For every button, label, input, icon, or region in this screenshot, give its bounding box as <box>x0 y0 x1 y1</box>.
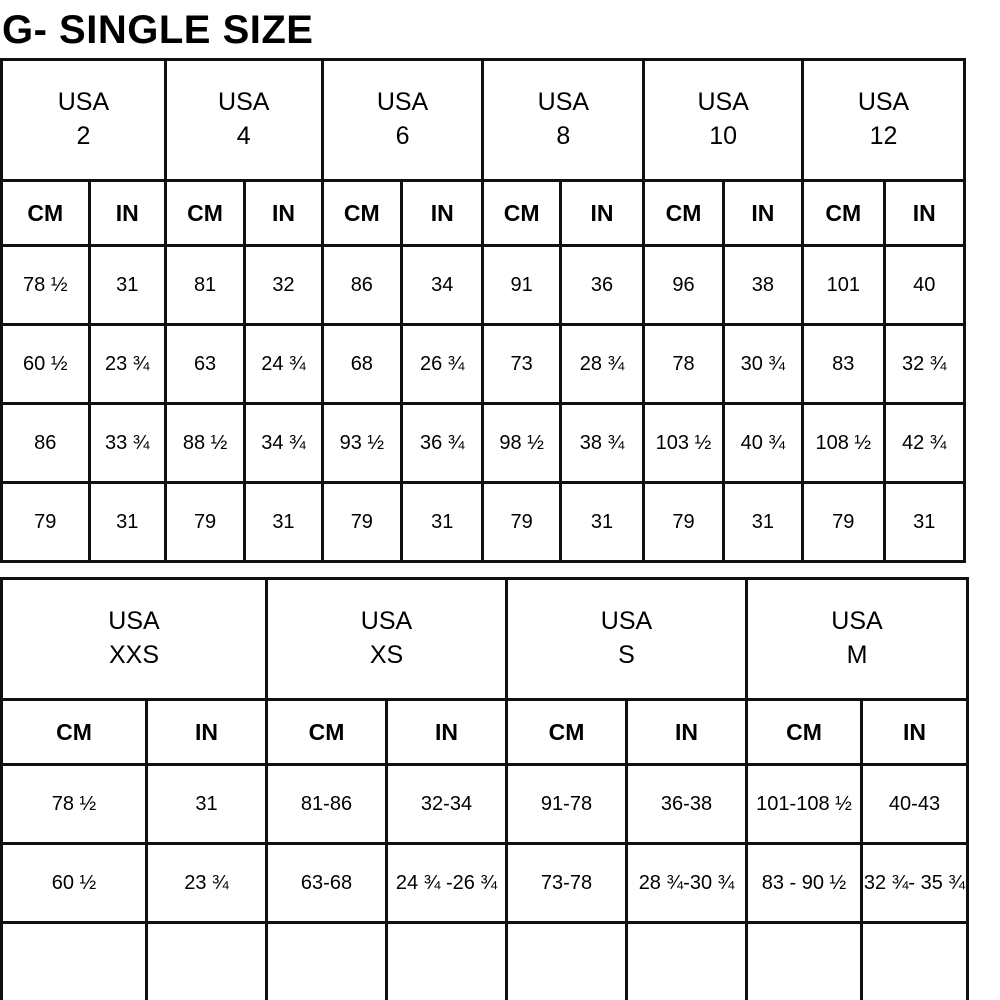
measure-cell: 28 ¾-30 ¾ <box>627 844 747 923</box>
measure-cell: 40 ¾ <box>723 404 802 483</box>
measure-cell: 93 ½ <box>322 404 401 483</box>
measure-cell: 60 ½ <box>2 325 90 404</box>
unit-header-cell: IN <box>245 181 322 246</box>
unit-header-cell: CM <box>507 700 627 765</box>
unit-header-cell: IN <box>402 181 483 246</box>
size-header-cell: USA 10 <box>644 60 803 181</box>
measure-cell: 91 <box>483 246 560 325</box>
measure-cell: 31 <box>402 483 483 562</box>
page-title: G- SINGLE SIZE <box>2 8 314 52</box>
measure-cell: 79 <box>483 483 560 562</box>
measure-cell: 78 ½ <box>2 765 147 844</box>
measure-cell: 81 <box>165 246 244 325</box>
unit-header-cell: CM <box>267 700 387 765</box>
measure-cell: 24 ¾ -26 ¾ <box>387 844 507 923</box>
measure-cell: 38 ¾ <box>560 404 643 483</box>
measure-cell <box>147 923 267 1000</box>
measure-cell <box>507 923 627 1000</box>
measure-cell: 42 ¾ <box>884 404 965 483</box>
size-header-cell: USA M <box>747 579 968 700</box>
measure-cell: 83 <box>803 325 884 404</box>
table-row-unit-headers <box>2 181 965 246</box>
measure-cell: 79 <box>803 483 884 562</box>
unit-header-cell: IN <box>884 181 965 246</box>
table-row <box>2 483 965 562</box>
measure-cell: 23 ¾ <box>89 325 165 404</box>
measure-cell: 32 ¾ <box>884 325 965 404</box>
measure-cell <box>387 923 507 1000</box>
size-header-cell: USA XS <box>267 579 507 700</box>
size-header-cell: USA 6 <box>322 60 483 181</box>
measure-cell: 31 <box>89 483 165 562</box>
measure-cell: 79 <box>2 483 90 562</box>
unit-header-cell: CM <box>165 181 244 246</box>
unit-header-cell: CM <box>483 181 560 246</box>
measure-cell: 40-43 <box>862 765 968 844</box>
table-row <box>2 325 965 404</box>
measure-cell: 98 ½ <box>483 404 560 483</box>
measure-cell <box>2 923 147 1000</box>
measure-cell: 36 <box>560 246 643 325</box>
measure-cell: 33 ¾ <box>89 404 165 483</box>
measure-cell: 31 <box>560 483 643 562</box>
measure-cell: 28 ¾ <box>560 325 643 404</box>
table-row <box>2 246 965 325</box>
unit-header-cell: IN <box>147 700 267 765</box>
size-header-cell: USA 12 <box>803 60 965 181</box>
measure-cell: 68 <box>322 325 401 404</box>
measure-cell: 86 <box>322 246 401 325</box>
unit-header-cell: IN <box>89 181 165 246</box>
measure-cell: 32 <box>245 246 322 325</box>
measure-cell: 101 <box>803 246 884 325</box>
measure-cell: 24 ¾ <box>245 325 322 404</box>
measure-cell: 31 <box>884 483 965 562</box>
size-header-cell: USA 8 <box>483 60 644 181</box>
measure-cell: 108 ½ <box>803 404 884 483</box>
measure-cell: 91-78 <box>507 765 627 844</box>
unit-header-cell: CM <box>747 700 862 765</box>
measure-cell: 31 <box>245 483 322 562</box>
unit-header-cell: CM <box>2 181 90 246</box>
measure-cell: 31 <box>723 483 802 562</box>
unit-header-cell: IN <box>387 700 507 765</box>
unit-header-cell: CM <box>644 181 723 246</box>
table-row-unit-headers <box>2 700 968 765</box>
measure-cell: 81-86 <box>267 765 387 844</box>
measure-cell: 60 ½ <box>2 844 147 923</box>
measure-cell: 31 <box>147 765 267 844</box>
measure-cell <box>627 923 747 1000</box>
size-header-cell: USA XXS <box>2 579 267 700</box>
measure-cell: 96 <box>644 246 723 325</box>
measure-cell: 78 <box>644 325 723 404</box>
table-row <box>2 765 968 844</box>
unit-header-cell: IN <box>560 181 643 246</box>
size-table-letter <box>0 577 969 1000</box>
measure-cell <box>267 923 387 1000</box>
measure-cell: 32-34 <box>387 765 507 844</box>
measure-cell: 38 <box>723 246 802 325</box>
measure-cell: 40 <box>884 246 965 325</box>
measure-cell: 31 <box>89 246 165 325</box>
size-header-cell: USA 4 <box>165 60 322 181</box>
measure-cell: 73 <box>483 325 560 404</box>
measure-cell: 63 <box>165 325 244 404</box>
measure-cell: 36-38 <box>627 765 747 844</box>
measure-cell: 23 ¾ <box>147 844 267 923</box>
measure-cell: 79 <box>644 483 723 562</box>
measure-cell: 83 - 90 ½ <box>747 844 862 923</box>
measure-cell: 63-68 <box>267 844 387 923</box>
measure-cell: 30 ¾ <box>723 325 802 404</box>
measure-cell <box>862 923 968 1000</box>
measure-cell: 86 <box>2 404 90 483</box>
table-row-partial <box>2 923 968 1000</box>
table-row-size-headers <box>2 60 965 181</box>
measure-cell: 34 <box>402 246 483 325</box>
measure-cell: 103 ½ <box>644 404 723 483</box>
measure-cell: 79 <box>322 483 401 562</box>
table-row <box>2 404 965 483</box>
unit-header-cell: IN <box>723 181 802 246</box>
measure-cell: 36 ¾ <box>402 404 483 483</box>
size-header-cell: USA S <box>507 579 747 700</box>
unit-header-cell: IN <box>862 700 968 765</box>
measure-cell: 73-78 <box>507 844 627 923</box>
table-row-size-headers <box>2 579 968 700</box>
measure-cell: 32 ¾- 35 ¾ <box>862 844 968 923</box>
measure-cell <box>747 923 862 1000</box>
unit-header-cell: CM <box>2 700 147 765</box>
size-header-cell: USA 2 <box>2 60 166 181</box>
measure-cell: 34 ¾ <box>245 404 322 483</box>
measure-cell: 101-108 ½ <box>747 765 862 844</box>
unit-header-cell: IN <box>627 700 747 765</box>
table-row <box>2 844 968 923</box>
measure-cell: 78 ½ <box>2 246 90 325</box>
size-table-numeric <box>0 58 966 563</box>
unit-header-cell: CM <box>322 181 401 246</box>
measure-cell: 26 ¾ <box>402 325 483 404</box>
measure-cell: 79 <box>165 483 244 562</box>
measure-cell: 88 ½ <box>165 404 244 483</box>
unit-header-cell: CM <box>803 181 884 246</box>
